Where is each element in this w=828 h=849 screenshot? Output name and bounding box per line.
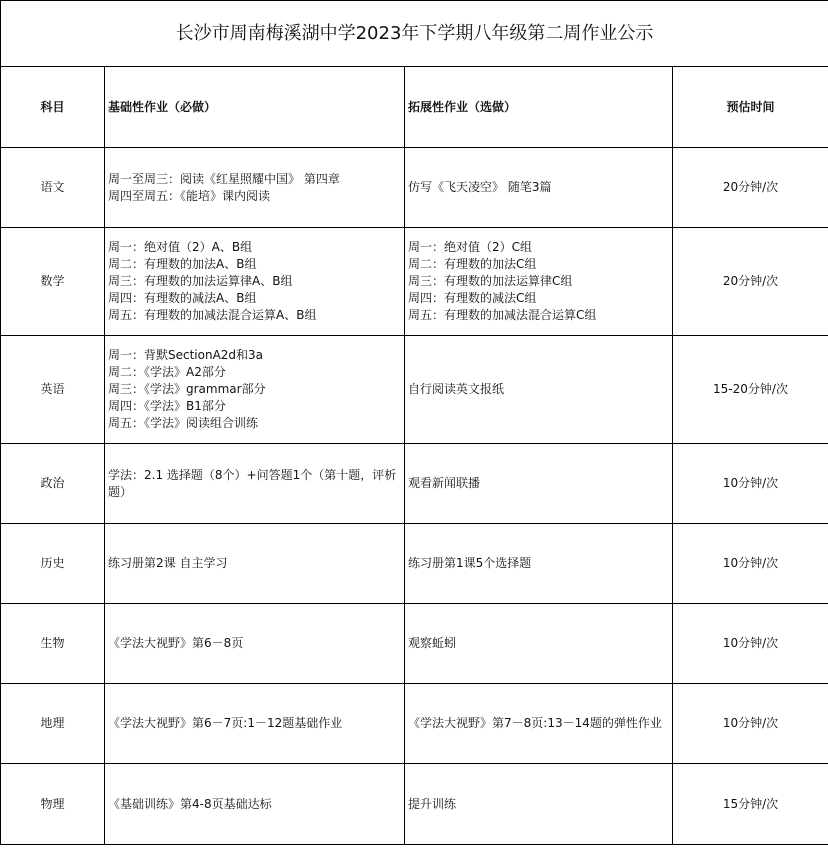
extended-homework-line: 周三：有理数的加法运算律C组 (408, 274, 573, 288)
basic-homework-line: 《学法大视野》第6－8页 (108, 636, 244, 650)
extended-homework-line: 《学法大视野》第7－8页:13－14题的弹性作业 (408, 716, 662, 730)
estimated-time: 20分钟/次 (722, 180, 779, 194)
extended-homework-line: 观看新闻联播 (408, 476, 481, 490)
extended-homework-line: 周四：有理数的减法C组 (408, 291, 537, 305)
subject-label: 物理 (40, 796, 65, 811)
time-cell (673, 336, 828, 444)
subject-cell (1, 336, 105, 444)
extended-homework-line: 周五：有理数的加减法混合运算C组 (408, 308, 597, 322)
time-cell (673, 228, 828, 336)
table-row (1, 444, 828, 524)
subject-cell (1, 148, 105, 228)
subject-cell (1, 444, 105, 524)
basic-homework-line: 周一：绝对值（2）A、B组 (108, 240, 253, 254)
table-row (1, 524, 828, 604)
basic-homework-line: 周四至周五：《能培》课内阅读 (108, 188, 271, 203)
table-row (1, 336, 828, 444)
subject-cell (1, 764, 105, 845)
header-subject: 科目 (1, 67, 105, 148)
time-cell (673, 684, 828, 764)
title-row (1, 1, 828, 67)
extended-homework-cell (405, 524, 673, 604)
extended-homework-line: 周一：绝对值（2）C组 (408, 240, 533, 254)
basic-homework-line: 周四：有理数的减法A、B组 (108, 291, 257, 305)
basic-homework-line: 练习册第2课 自主学习 (108, 556, 228, 570)
basic-homework-line: 周二：有理数的加法A、B组 (108, 257, 257, 271)
header-row (1, 67, 828, 148)
basic-homework-line: 周二：《学法》A2部分 (108, 365, 226, 379)
subject-label: 数学 (40, 274, 65, 288)
estimated-time: 10分钟/次 (722, 476, 779, 490)
extended-homework-line: 仿写《飞天凌空》 随笔3篇 (408, 180, 552, 194)
estimated-time: 15分钟/次 (722, 796, 779, 811)
time-cell (673, 148, 828, 228)
basic-homework-cell (105, 228, 405, 336)
extended-homework-cell (405, 684, 673, 764)
table-row (1, 764, 828, 845)
basic-homework-line: 周一：背默SectionA2d和3a (108, 348, 264, 362)
header-basic: 基础性作业（必做） (105, 67, 405, 148)
basic-homework-line: 学法：2.1 选择题（8个）+问答题1个（第十题，评析题） (108, 467, 397, 499)
extended-homework-cell (405, 228, 673, 336)
extended-homework-cell (405, 444, 673, 524)
basic-homework-cell (105, 524, 405, 604)
basic-homework-line: 周五：有理数的加减法混合运算A、B组 (108, 308, 317, 322)
subject-label: 英语 (40, 382, 65, 396)
estimated-time: 10分钟/次 (722, 556, 779, 570)
estimated-time: 10分钟/次 (722, 636, 779, 650)
basic-homework-line: 《学法大视野》第6－7页:1－12题基础作业 (108, 716, 343, 730)
extended-homework-line: 提升训练 (408, 796, 457, 811)
subject-label: 地理 (40, 716, 65, 730)
extended-homework-cell (405, 336, 673, 444)
subject-cell (1, 604, 105, 684)
estimated-time: 10分钟/次 (722, 716, 779, 730)
extended-homework-cell (405, 764, 673, 845)
basic-homework-cell (105, 444, 405, 524)
basic-homework-cell (105, 148, 405, 228)
basic-homework-cell (105, 764, 405, 845)
header-time: 预估时间 (673, 67, 828, 148)
basic-homework-line: 周一至周三：阅读《红星照耀中国》 第四章 (108, 171, 340, 186)
time-cell (673, 604, 828, 684)
extended-homework-line: 周二：有理数的加法C组 (408, 257, 537, 271)
estimated-time: 15-20分钟/次 (713, 382, 788, 396)
basic-homework-line: 周五：《学法》阅读组合训练 (108, 416, 259, 430)
subject-label: 历史 (40, 556, 65, 570)
subject-cell (1, 228, 105, 336)
subject-label: 政治 (40, 476, 65, 490)
extended-homework-line: 观察蚯蚓 (408, 636, 457, 650)
basic-homework-cell (105, 684, 405, 764)
subject-cell (1, 684, 105, 764)
extended-homework-line: 自行阅读英文报纸 (408, 382, 505, 396)
basic-homework-line: 周四：《学法》B1部分 (108, 399, 226, 413)
basic-homework-line: 《基础训练》第4-8页基础达标 (108, 796, 272, 811)
basic-homework-line: 周三：有理数的加法运算律A、B组 (108, 274, 293, 288)
subject-cell (1, 524, 105, 604)
page-title: 长沙市周南梅溪湖中学2023年下学期八年级第二周作业公示 (1, 1, 828, 67)
time-cell (673, 524, 828, 604)
extended-homework-line: 练习册第1课5个选择题 (408, 556, 532, 570)
estimated-time: 20分钟/次 (722, 274, 779, 288)
basic-homework-cell (105, 604, 405, 684)
table-row (1, 148, 828, 228)
basic-homework-line: 周三：《学法》grammar部分 (108, 382, 266, 396)
table-row (1, 228, 828, 336)
table-row (1, 684, 828, 764)
time-cell (673, 444, 828, 524)
basic-homework-cell (105, 336, 405, 444)
time-cell (673, 764, 828, 845)
extended-homework-cell (405, 604, 673, 684)
header-extended: 拓展性作业（选做） (405, 67, 673, 148)
subject-label: 生物 (40, 636, 65, 650)
subject-label: 语文 (40, 180, 65, 194)
extended-homework-cell (405, 148, 673, 228)
table-row (1, 604, 828, 684)
